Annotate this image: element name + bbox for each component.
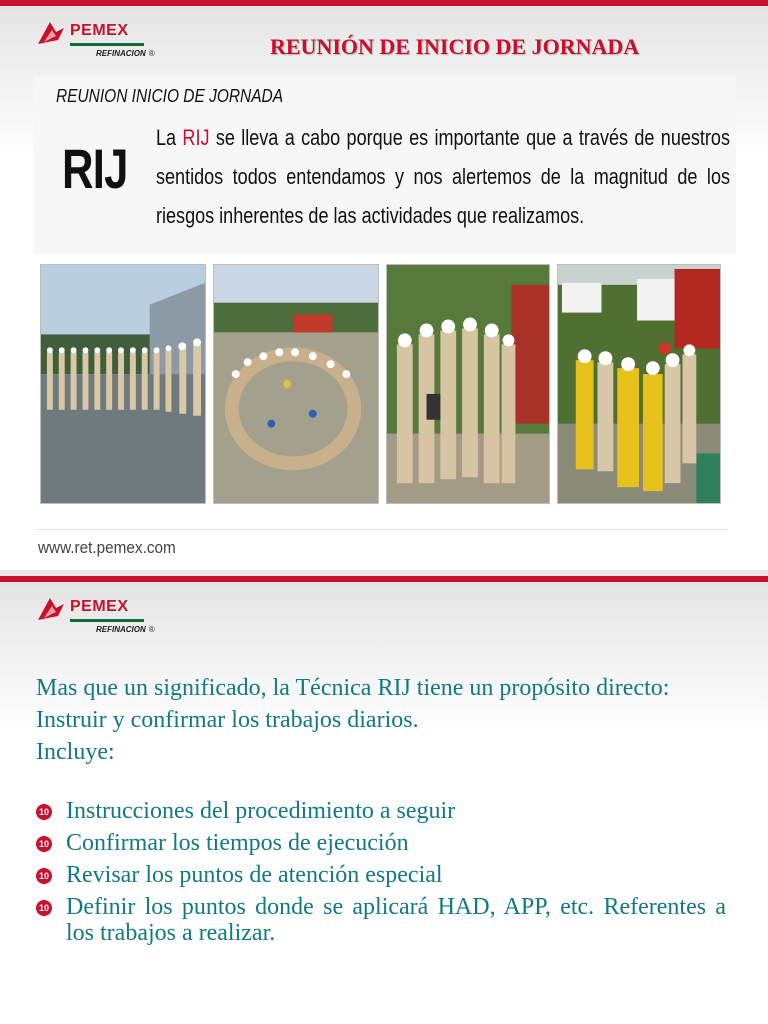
footer-divider bbox=[36, 529, 728, 530]
slide-title: REUNIÓN DE INICIO DE JORNADA bbox=[270, 34, 640, 59]
purpose-paragraph: Mas que un significado, la Técnica RIJ tiene un propósito directo: bbox=[36, 675, 670, 701]
logo-brand: PEMEX bbox=[70, 598, 129, 615]
pemex-logo bbox=[36, 18, 162, 64]
includes-list bbox=[36, 798, 726, 946]
logo-rule bbox=[70, 619, 144, 622]
bullet-icon: 10 bbox=[36, 804, 52, 820]
subheading: REUNION INICIO DE JORNADA bbox=[56, 86, 284, 106]
intro-highlight: RIJ bbox=[182, 125, 210, 150]
intro-text: La RIJ se lleva a cabo porque es importante que a través de nuestros sentidos todos entendamos y nos alertemos de la magnitud de los riesgos inherentes de las actividades que realizamos. bbox=[156, 125, 730, 228]
intro-panel bbox=[34, 76, 736, 254]
crew-yellow-gear-photo bbox=[557, 264, 721, 504]
instruction-paragraph: Instruir y confirmar los trabajos diarios. bbox=[36, 707, 419, 733]
list-item: 10 Definir los puntos donde se aplicará HAD, APP, etc. Referentes a los trabajos a realizar. bbox=[36, 894, 726, 946]
pemex-eagle-icon bbox=[36, 596, 66, 622]
bullet-icon: 10 bbox=[36, 900, 52, 916]
acronym: RIJ bbox=[62, 137, 128, 200]
bullet-icon: 10 bbox=[36, 868, 52, 884]
logo-rule bbox=[70, 43, 144, 46]
pemex-logo bbox=[36, 594, 162, 640]
includes-label: Incluye: bbox=[36, 739, 115, 765]
slide-2-body bbox=[36, 674, 726, 952]
website-link[interactable]: www.ret.pemex.com bbox=[38, 538, 176, 557]
crew-circle-photo bbox=[213, 264, 379, 504]
logo-division: REFINACION ® bbox=[96, 625, 155, 634]
logo-brand: PEMEX bbox=[70, 22, 129, 39]
bullet-icon: 10 bbox=[36, 836, 52, 852]
logo-division: REFINACION ® bbox=[96, 49, 155, 58]
list-item: 10 Revisar los puntos de atención especial bbox=[36, 862, 726, 888]
list-item: 10 Confirmar los tiempos de ejecución bbox=[36, 830, 726, 856]
crew-huddle-photo bbox=[386, 264, 550, 504]
slide-2 bbox=[0, 576, 768, 1024]
list-item: 10 Instrucciones del procedimiento a seguir bbox=[36, 798, 726, 824]
pemex-eagle-icon bbox=[36, 20, 66, 46]
crew-lineup-photo bbox=[40, 264, 206, 504]
